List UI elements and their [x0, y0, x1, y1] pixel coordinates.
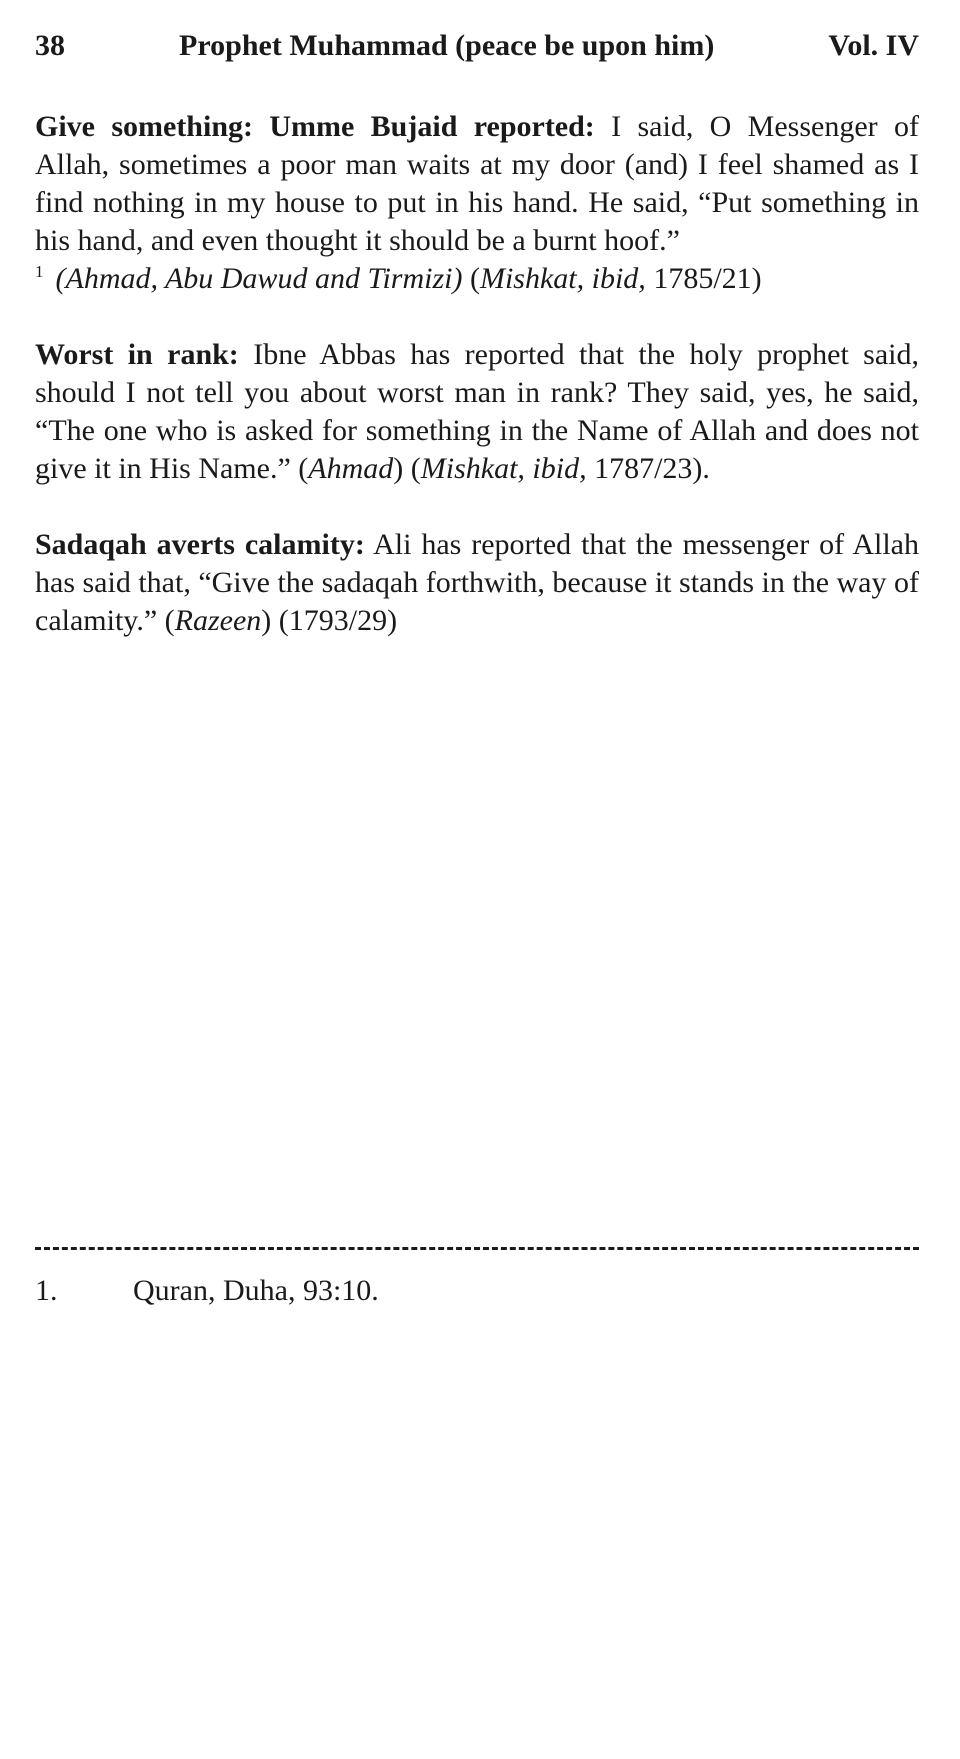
citation-ref: 1785/21): [645, 262, 762, 295]
entry-heading: Worst in rank:: [35, 338, 239, 371]
page-number: 38: [35, 29, 65, 62]
entry-text: I said, O Messenger of Allah, sometimes a poor man waits at my door (and) I feel shamed as I find nothing in my house to put in his hand. He said, “Put something in his hand, and even thought it should be a burnt hoof.”: [35, 110, 919, 257]
footnote: [35, 1272, 379, 1310]
citation: (Ahmad, Abu Dawud and Tirmizi): [55, 262, 463, 295]
entry-text: Ibne Abbas has reported that the holy prophet said, should I not tell you about worst man in rank? They said, yes, he said, “The one who is asked for something in the Name of Allah and does not give it in His Name.” (: [35, 338, 919, 485]
entry-heading: Give something: Umme Bujaid reported:: [35, 110, 595, 143]
citation-ref: 1787/23).: [586, 452, 710, 485]
page-header: [35, 26, 919, 66]
entry-heading: Sadaqah averts calamity:: [35, 528, 365, 561]
footnote-number: 1.: [35, 1274, 58, 1307]
citation-source: Mishkat, ibid,: [479, 262, 646, 295]
footnote-text: Quran, Duha, 93:10.: [133, 1274, 379, 1307]
footnote-divider: [35, 1247, 919, 1250]
citation: Ahmad: [308, 452, 394, 485]
entry-worst-in-rank: Worst in rank: Ibne Abbas has reported that the holy prophet said, should I not tell you about worst man in rank? They said, yes, he said, “The one who is asked for something in the Name of Allah and does not give it in His Name.” (Ahmad) (Mishkat, ibid, 1787/23).: [35, 338, 919, 485]
entry-sadaqah-averts-calamity: [35, 526, 919, 640]
entry-give-something: Give something: Umme Bujaid reported: I said, O Messenger of Allah, sometimes a poor man waits at my door (and) I feel shamed as I find nothing in my house to put in his hand. He said, “Put something in his hand, and even thought it should be a burnt hoof.” $^1$ (Ahmad, Abu Dawud and Tirmizi) (Mishkat, ibid, 1785/21): [35, 110, 919, 295]
page-body: [35, 26, 919, 640]
citation: Razeen: [174, 604, 262, 637]
citation-source: Mishkat, ibid,: [420, 452, 587, 485]
running-title: Prophet Muhammad (peace be upon him): [179, 29, 715, 62]
volume-label: Vol. IV: [828, 29, 919, 62]
entry-text: Ali has reported that the messenger of Allah has said that, “Give the sadaqah forthwith, because it stands in the way of calamity.” (: [35, 528, 919, 637]
citation-ref: ) (1793/29): [261, 604, 398, 637]
footnote-marker: 1: [35, 262, 44, 281]
